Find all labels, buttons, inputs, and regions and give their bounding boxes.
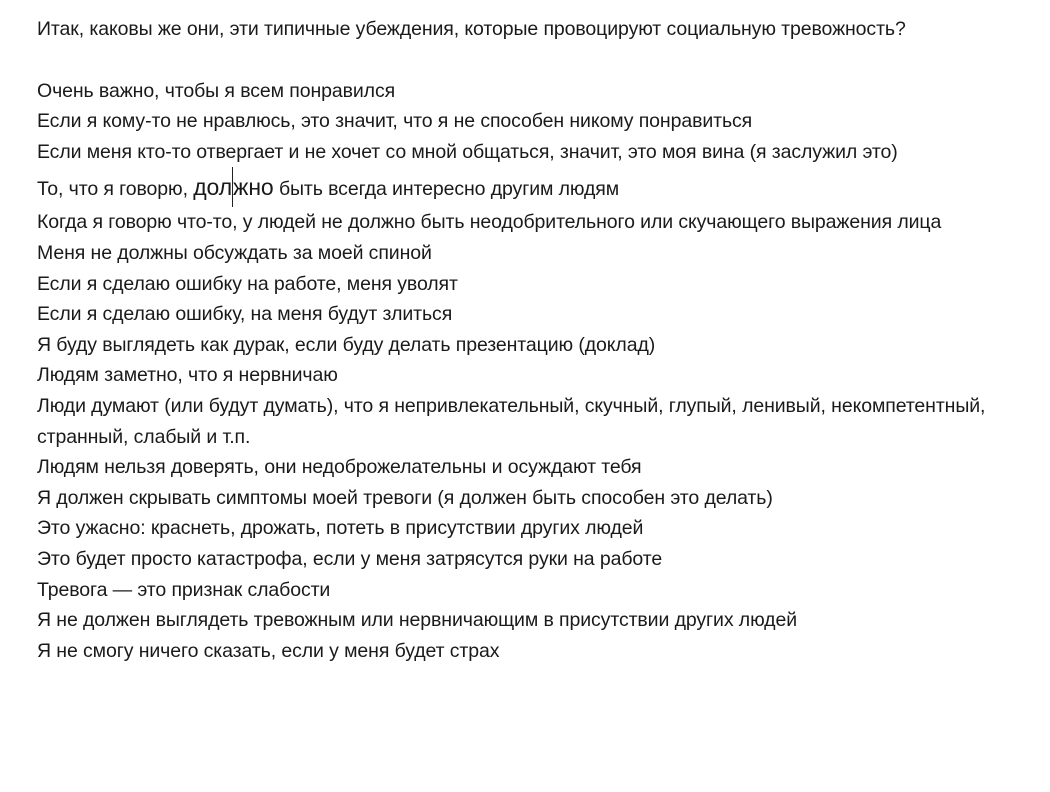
belief-item: Если я сделаю ошибку на работе, меня уволят [37, 272, 458, 295]
emphasized-word-part-a: дол [193, 174, 233, 201]
belief-item: Людям нельзя доверять, они недоброжелательны и осуждают тебя [37, 456, 642, 479]
belief-item-emphasized [37, 167, 1042, 207]
belief-item: Тревога — это признак слабости [37, 578, 331, 601]
belief-item: Люди думают (или будут думать), что я непривлекательный, скучный, глупый, ленивый, некомпетентный, странный, слабый и т.п. [37, 394, 986, 448]
belief-text-before: То, что я говорю, [37, 178, 194, 201]
belief-item: Если я сделаю ошибку, на меня будут злиться [37, 303, 453, 326]
belief-item: Это будет просто катастрофа, если у меня затрясутся руки на работе [37, 547, 663, 570]
emphasized-word [193, 174, 273, 200]
belief-item: Людям заметно, что я нервничаю [37, 364, 338, 387]
belief-item: Меня не должны обсуждать за моей спиной [37, 241, 432, 264]
belief-item: Когда я говорю что-то, у людей не должно быть неодобрительного или скучающего выражения лица [37, 211, 942, 234]
document-body[interactable] [37, 14, 1042, 666]
belief-text-after: быть всегда интересно другим людям [273, 178, 620, 201]
belief-item: Я не смогу ничего сказать, если у меня будет страх [37, 639, 500, 662]
belief-item: Я должен скрывать симптомы моей тревоги (я должен быть способен это делать) [37, 486, 773, 509]
belief-item: Это ужасно: краснеть, дрожать, потеть в присутствии других людей [37, 517, 644, 540]
belief-item: Если меня кто-то отвергает и не хочет со мной общаться, значит, это моя вина (я заслужил это) [37, 140, 898, 163]
belief-item: Я не должен выглядеть тревожным или нервничающим в присутствии других людей [37, 609, 797, 632]
emphasized-word-part-b: жно [233, 174, 274, 201]
belief-item: Очень важно, чтобы я всем понравился [37, 79, 396, 102]
beliefs-list [37, 76, 1042, 667]
intro-paragraph: Итак, каковы же они, эти типичные убеждения, которые провоцируют социальную тревожность? [37, 18, 906, 40]
belief-item: Если я кому-то не нравлюсь, это значит, что я не способен никому понравиться [37, 110, 753, 133]
belief-item: Я буду выглядеть как дурак, если буду делать презентацию (доклад) [37, 333, 656, 356]
